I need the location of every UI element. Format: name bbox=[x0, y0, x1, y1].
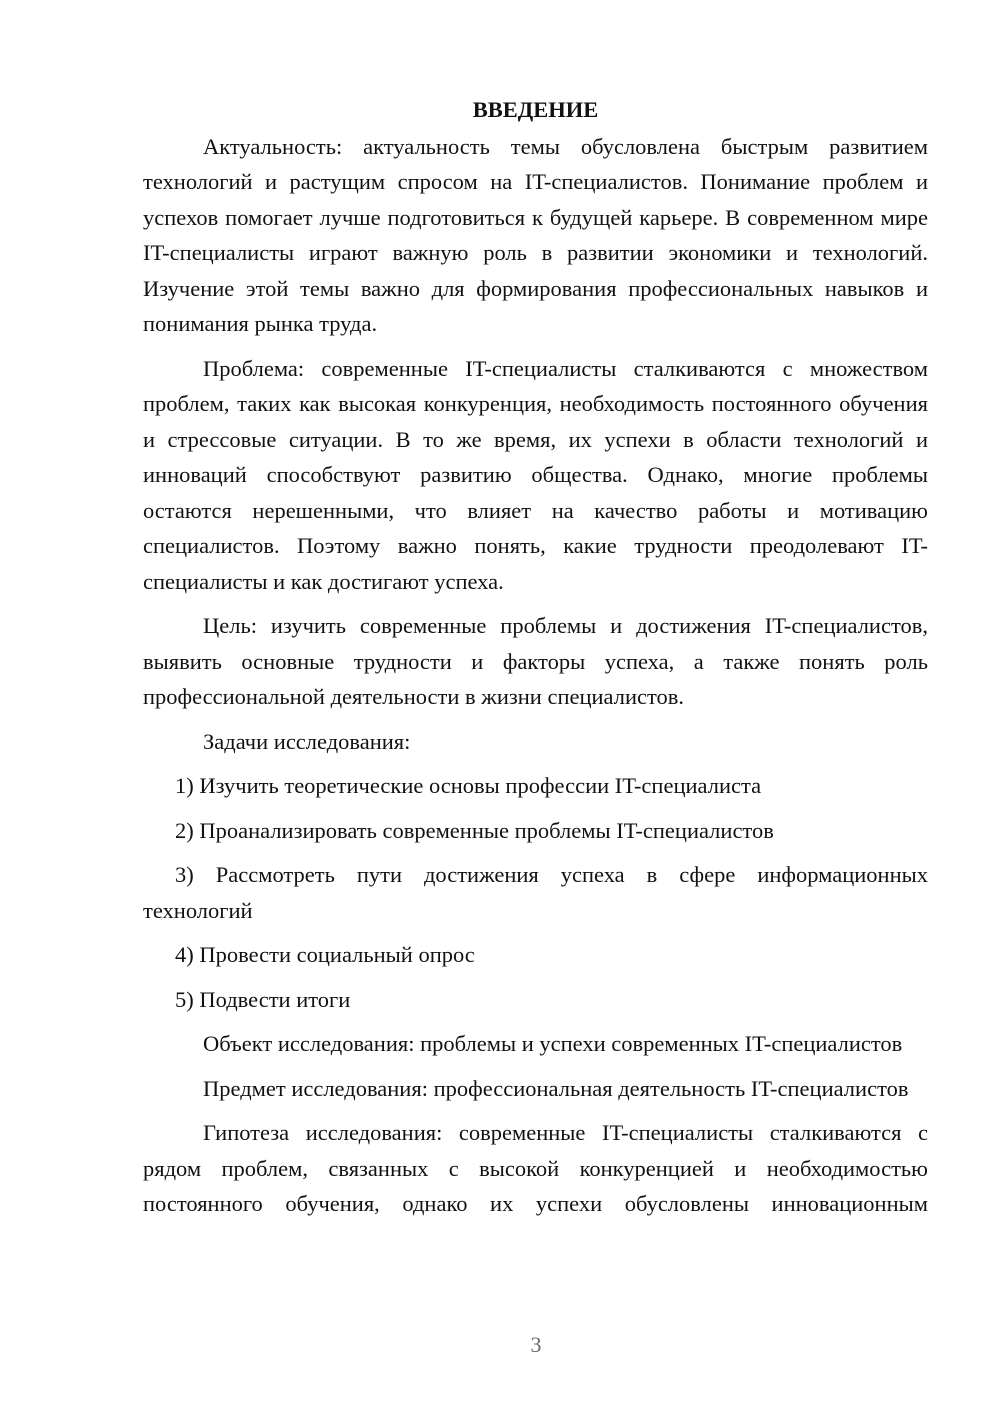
paragraph-goal: Цель: изучить современные проблемы и достижения IT-специалистов, выявить основные трудности и факторы успеха, а также понять роль профессиональной деятельности в жизни специалистов. bbox=[143, 613, 928, 709]
task-item-4: 4) Провести социальный опрос bbox=[175, 942, 475, 967]
task-item-3: 3) Рассмотреть пути достижения успеха в сфере информационных технологий bbox=[143, 862, 928, 923]
paragraph-hypothesis: Гипотеза исследования: современные IT-специалисты сталкиваются с рядом проблем, связанных с высокой конкуренцией и необходимостью постоянного обучения, однако их успехи обусловлены инновационным bbox=[143, 1120, 928, 1216]
task-item-1: 1) Изучить теоретические основы профессии IT-специалиста bbox=[175, 773, 762, 798]
task-item-5: 5) Подвести итоги bbox=[175, 986, 351, 1012]
paragraph-object: Объект исследования: проблемы и успехи современных IT-специалистов bbox=[203, 1031, 903, 1056]
paragraph-relevance: Актуальность: актуальность темы обусловлена быстрым развитием технологий и растущим спросом на IT-специалистов. Понимание проблем и успехов помогает лучше подготовиться к будущей карьере. В современном мире IT-специалисты играют важную роль в развитии экономики и технологий. Изучение этой темы важно для формирования профессиональных навыков и понимания рынка труда. bbox=[143, 133, 928, 336]
task-item-2: 2) Проанализировать современные проблемы IT-специалистов bbox=[175, 817, 774, 843]
document-body bbox=[143, 92, 928, 1231]
page-number: 3 bbox=[530, 1332, 542, 1357]
section-title: ВВЕДЕНИЕ bbox=[472, 97, 599, 122]
paragraph-problem: Проблема: современные IT-специалисты сталкиваются с множеством проблем, таких как высокая конкуренция, необходимость постоянного обучения и стрессовые ситуации. В то же время, их успехи в области технологий и инноваций способствуют развитию общества. Однако, многие проблемы остаются нерешенными, что влияет на качество работы и мотивацию специалистов. Поэтому важно понять, какие трудности преодолевают IT-специалисты и как достигают успеха. bbox=[143, 355, 928, 594]
paragraph-subject: Предмет исследования: профессиональная деятельность IT-специалистов bbox=[203, 1075, 909, 1101]
paragraph-tasks-heading: Задачи исследования: bbox=[203, 728, 411, 754]
